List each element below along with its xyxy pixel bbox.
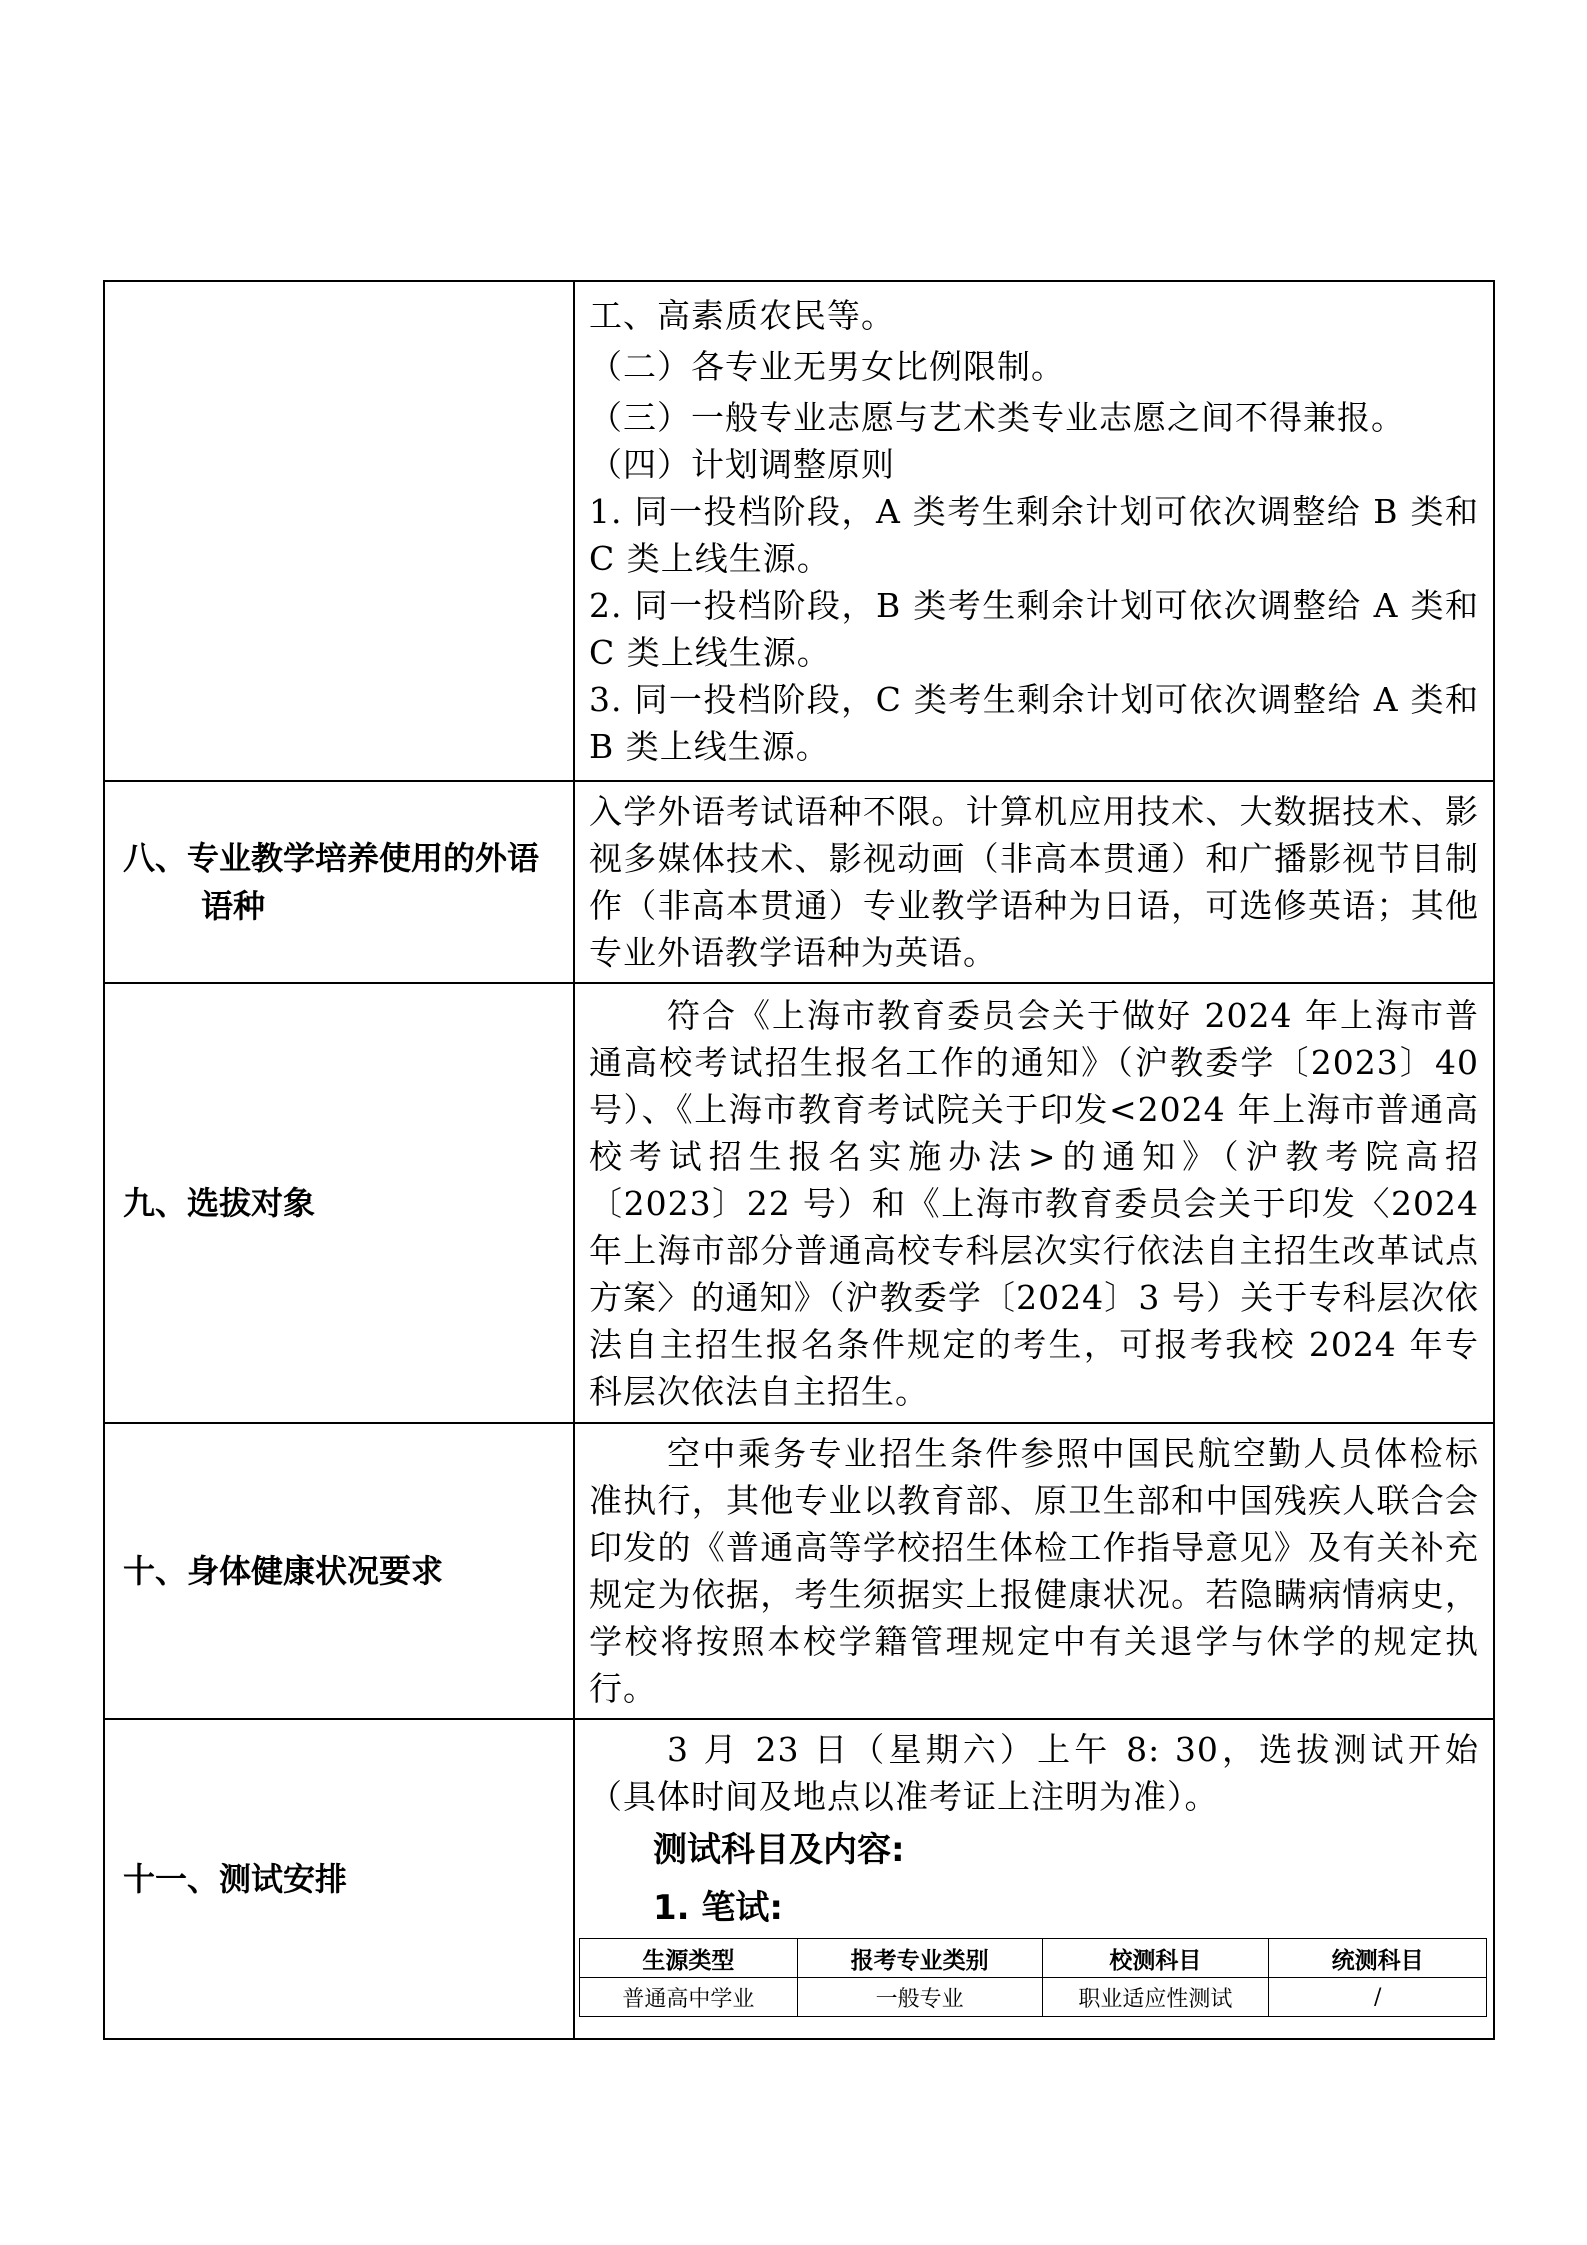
content-line: 工、高素质农民等。 (589, 296, 895, 335)
table-row-continuation (104, 281, 1494, 781)
table-row-test-arrangement (104, 1719, 1494, 2039)
section-title: 十、身体健康状况要求 (123, 1552, 444, 1590)
exam-table-cell: 普通高中学业 (580, 1978, 798, 2017)
content-line: （二）各专业无男女比例限制。 (589, 347, 1065, 386)
section-title: 十一、测试安排 (123, 1860, 348, 1898)
exam-table-cell: 职业适应性测试 (1042, 1978, 1269, 2017)
row-content (574, 983, 1494, 1423)
exam-table-cell: 一般专业 (797, 1978, 1042, 2017)
content-line: 1. 同一投档阶段，A 类考生剩余计划可依次调整给 B 类和 C 类上线生源。 (589, 492, 1479, 578)
row-content (574, 281, 1494, 781)
content-paragraph: 入学外语考试语种不限。计算机应用技术、大数据技术、影视多媒体技术、影视动画（非高本贯通）和广播影视节目制作（非高本贯通）专业教学语种为日语，可选修英语；其他专业外语教学语种为英语。 (589, 792, 1479, 972)
row-content (574, 781, 1494, 983)
content-line: 2. 同一投档阶段，B 类考生剩余计划可依次调整给 A 类和 C 类上线生源。 (589, 586, 1479, 672)
exam-table-row (580, 1978, 1487, 2017)
admission-regulations-table (103, 280, 1495, 2040)
content-paragraph: 3 月 23 日（星期六）上午 8: 30，选拔测试开始（具体时间及地点以准考证上注明为准）。 (589, 1730, 1479, 1816)
content-line: （三）一般专业志愿与艺术类专业志愿之间不得兼报。 (589, 398, 1405, 437)
row-label (104, 983, 574, 1423)
exam-table-header: 生源类型 (580, 1939, 798, 1978)
content-line: 3. 同一投档阶段，C 类考生剩余计划可依次调整给 A 类和 B 类上线生源。 (589, 680, 1479, 766)
table-row-health-requirements (104, 1423, 1494, 1719)
row-label (104, 1423, 574, 1719)
section-title: 八、专业教学培养使用的外语 (123, 839, 540, 877)
row-label (104, 781, 574, 983)
content-paragraph: 符合《上海市教育委员会关于做好 2024 年上海市普通高校考试招生报名工作的通知》（沪教委学〔2023〕40 号）、《上海市教育考试院关于印发<2024 年上海市普通高校考试招生报名实施办法>的通知》（沪教考院高招〔2023〕22 号）和《上海市教育委员会关于印发〈2024 年上海市部分普通高校专科层次实行依法自主招生改革试点方案〉的通知》（沪教委学〔2024〕3 号）关于专科层次依法自主招生报名条件规定的考生，可报考我校 2024 年专科层次依法自主招生。 (589, 995, 1479, 1411)
table-row-selection-target (104, 983, 1494, 1423)
subsection-title: 1. 笔试: (653, 1888, 784, 1928)
exam-table-header: 报考专业类别 (797, 1939, 1042, 1978)
exam-subject-table (579, 1938, 1487, 2017)
exam-table-header: 统测科目 (1269, 1939, 1487, 1978)
row-label (104, 1719, 574, 2039)
row-content (574, 1423, 1494, 1719)
section-title: 九、选拔对象 (123, 1184, 316, 1222)
row-label-empty (104, 281, 574, 781)
table-row-foreign-language (104, 781, 1494, 983)
content-line: （四）计划调整原则 (589, 445, 895, 484)
section-title-cont: 语种 (201, 887, 266, 925)
exam-table-cell: / (1269, 1978, 1487, 2017)
subheading: 测试科目及内容: (653, 1830, 905, 1870)
content-paragraph: 空中乘务专业招生条件参照中国民航空勤人员体检标准执行，其他专业以教育部、原卫生部和中国残疾人联合会印发的《普通高等学校招生体检工作指导意见》及有关补充规定为依据，考生须据实上报健康状况。若隐瞒病情病史，学校将按照本校学籍管理规定中有关退学与休学的规定执行。 (589, 1434, 1479, 1708)
row-content (574, 1719, 1494, 2039)
exam-table-header-row (580, 1939, 1487, 1978)
exam-table-header: 校测科目 (1042, 1939, 1269, 1978)
